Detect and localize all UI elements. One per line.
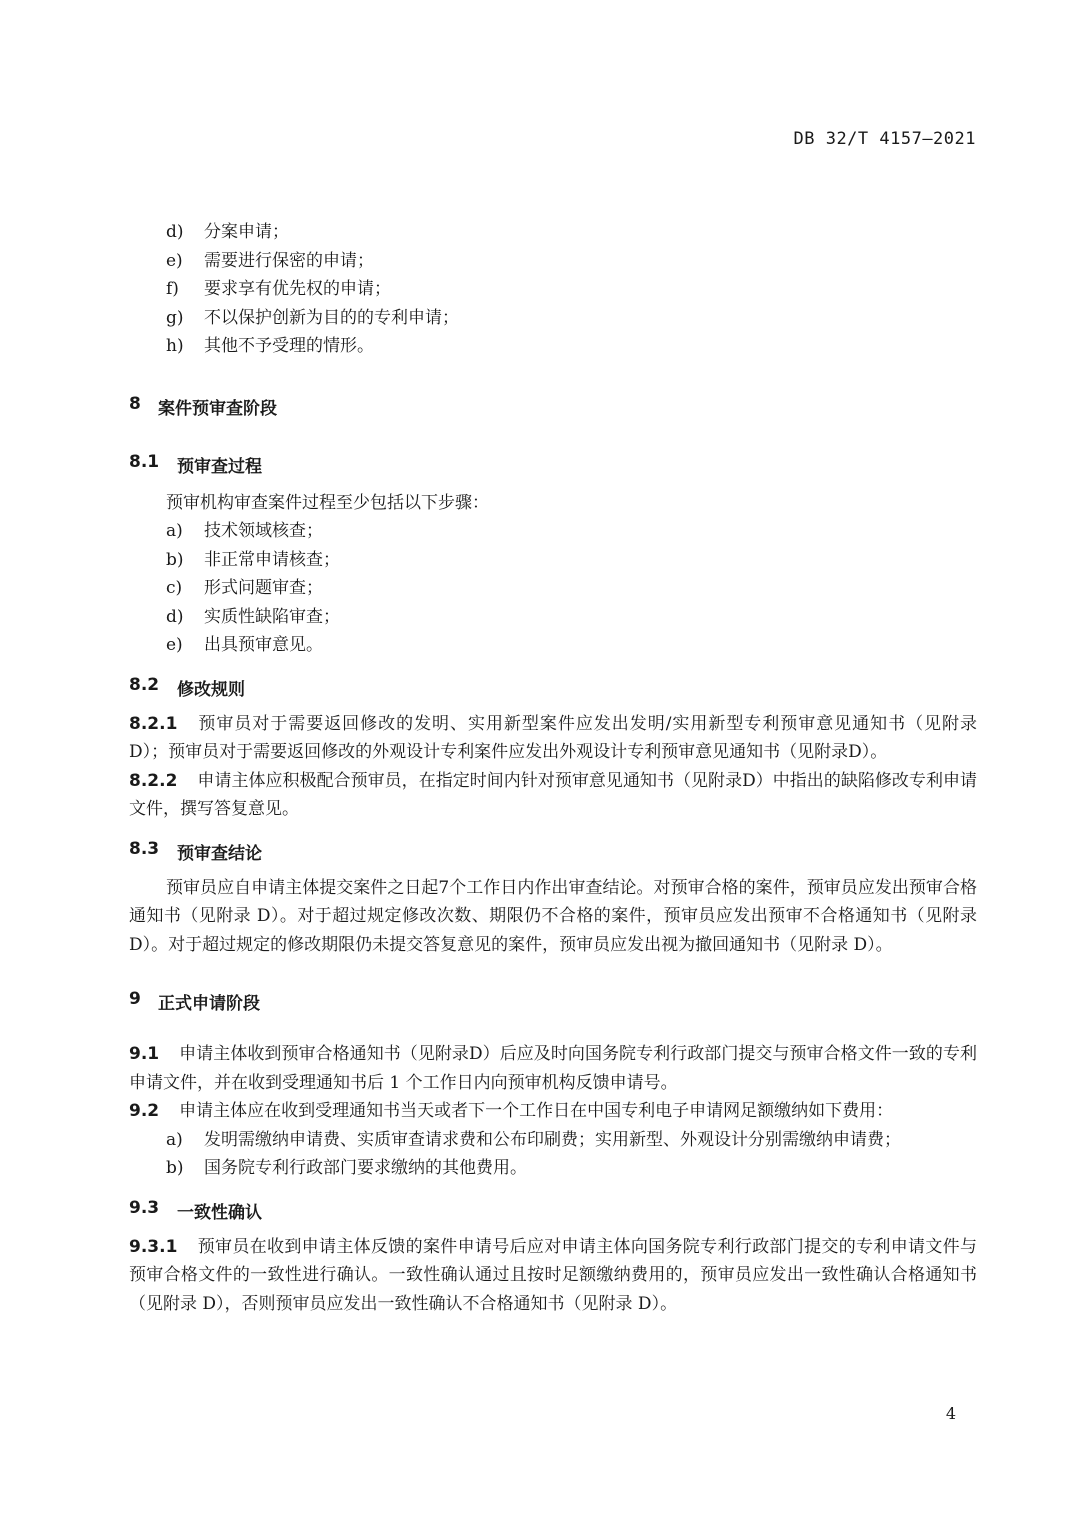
list-item: c) 形式问题审查； bbox=[166, 578, 323, 598]
list-item: h) 其他不予受理的情形。 bbox=[166, 336, 374, 356]
list-item: a) 发明需缴纳申请费、实质审查请求费和公布印刷费；实用新型、外观设计分别需缴纳申请费； bbox=[166, 1129, 901, 1150]
list-item: e) 需要进行保密的申请； bbox=[166, 250, 374, 271]
list-items-a-e bbox=[129, 517, 977, 660]
list-item: d) 实质性缺陷审查； bbox=[166, 606, 340, 627]
list-items-fees bbox=[129, 1126, 977, 1183]
section-9-3-heading: 9.3 一致性确认 bbox=[129, 1197, 262, 1223]
list-item: a) 技术领域核查； bbox=[166, 521, 323, 541]
list-item: b) 非正常申请核查； bbox=[166, 549, 340, 570]
list-item: f) 要求享有优先权的申请； bbox=[166, 279, 391, 299]
clause-9-2: 9.2 申请主体应在收到受理通知书当天或者下一个工作日在中国专利电子申请网足额缴纳如下费用： bbox=[129, 1101, 894, 1121]
list-item: e) 出具预审意见。 bbox=[166, 635, 323, 655]
document-body bbox=[129, 218, 977, 1318]
clause-9-1: 9.1 申请主体收到预审合格通知书（见附录D）后应及时向国务院专利行政部门提交与预审合格文件一致的专利申请文件，并在收到受理通知书后 1 个工作日内向预审机构反馈申请号。 bbox=[129, 1044, 977, 1093]
section-9-heading: 9 正式申请阶段 bbox=[129, 989, 260, 1014]
section-8-1-intro: 预审机构审查案件过程至少包括以下步骤： bbox=[166, 492, 489, 513]
list-item: d) 分案申请； bbox=[166, 222, 289, 242]
section-8-3-heading: 8.3 预审查结论 bbox=[129, 838, 262, 864]
section-8-3-text: 预审员应自申请主体提交案件之日起7个工作日内作出审查结论。对预审合格的案件，预审员应发出预审合格通知书（见附录 D）。对于超过规定修改次数、期限仍不合格的案件，预审员应发出预审不合格通知书（见附录 D）。对于超过规定的修改期限仍未提交答复意见的案件，预审员应发出视为撤回通知书（见附录 D）。 bbox=[129, 877, 977, 955]
clause-8-2-2: 8.2.2 申请主体应积极配合预审员，在指定时间内针对预审意见通知书（见附录D）中指出的缺陷修改专利申请文件，撰写答复意见。 bbox=[129, 770, 977, 819]
clause-9-3-1: 9.3.1 预审员在收到申请主体反馈的案件申请号后应对申请主体向国务院专利行政部门提交的专利申请文件与预审合格文件的一致性进行确认。一致性确认通过且按时足额缴纳费用的，预审员应发出一致性确认合格通知书（见附录 D），否则预审员应发出一致性确认不合格通知书（见附录 D）。 bbox=[129, 1236, 977, 1314]
standard-code: DB 32/T 4157—2021 bbox=[793, 129, 976, 149]
list-items-d-h bbox=[129, 218, 977, 361]
section-8-1-heading: 8.1 预审查过程 bbox=[129, 451, 262, 477]
list-item: g) 不以保护创新为目的的专利申请； bbox=[166, 307, 459, 328]
section-8-2-heading: 8.2 修改规则 bbox=[129, 674, 245, 700]
list-item: b) 国务院专利行政部门要求缴纳的其他费用。 bbox=[166, 1158, 527, 1178]
section-8-heading: 8 案件预审查阶段 bbox=[129, 393, 277, 419]
clause-8-2-1: 8.2.1 预审员对于需要返回修改的发明、实用新型案件应发出发明/实用新型专利预审意见通知书（见附录 D）；预审员对于需要返回修改的外观设计专利案件应发出外观设计专利预审意见通知书（见附录D）。 bbox=[129, 713, 977, 762]
page-number: 4 bbox=[945, 1404, 956, 1423]
